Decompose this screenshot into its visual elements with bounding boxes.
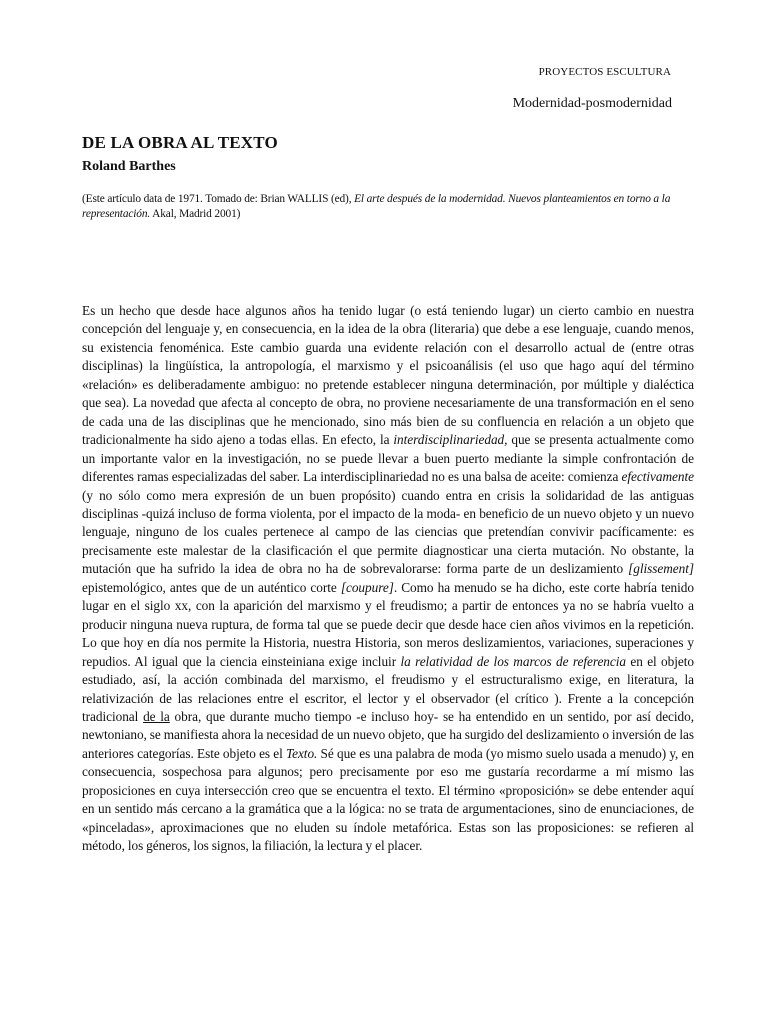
body-underline: de la bbox=[143, 708, 170, 724]
body-emphasis: interdisciplinariedad, bbox=[393, 432, 508, 448]
body-segment: Sé que es una palabra de moda (yo mismo suelo usada a menudo) y, en consecuencia, sospechosa para algunos; pero precisamente por eso me gustaría recordarme a mí mismo las proposiciones en cuya intersección creo que se encuentra el texto. El término «proposición» se debe entender aquí en un sentido más cercano a la gramática que a la lógica: no se trata de argumentaciones, sino de enunciaciones, de «pinceladas», aproximaciones que no eluden su índole metafórica. Estas son las proposiciones: se refieren al método, los géneros, los signos, la filiación, la lectura y el placer. bbox=[82, 745, 694, 854]
body-paragraph bbox=[82, 302, 694, 856]
body-segment: en el objeto estudiado, así, la acción combinada del marxismo, el freudismo y el estructuralismo exige, en literatura, la relativización de las relaciones entre el escritor, el lector y el observador (el crítico ). Frente a la concepción tradicional bbox=[82, 653, 694, 724]
source-note bbox=[82, 192, 694, 222]
body-emphasis: la relatividad de los marcos de referencia bbox=[400, 653, 626, 669]
body-emphasis: efectivamente bbox=[621, 469, 694, 485]
body-segment: obra, que durante mucho tiempo -e incluso hoy- se ha entendido en un sentido, por así decido, newtoniano, se manifiesta ahora la necesidad de un nuevo objeto, que ha surgido del deslizamiento o inversión de las anteriores categorías. Este objeto es el bbox=[82, 708, 695, 761]
source-book-title: El arte después de la modernidad. Nuevos planteamientos en torno a la representación. bbox=[82, 193, 671, 220]
body-segment: (y no sólo como mera expresión de un buen propósito) cuando entra en crisis la solidaridad de las antiguas disciplinas -quizá incluso de forma violenta, por el impacto de la moda- en beneficio de un nuevo objeto y un nuevo lenguaje, ninguno de los cuales pertenece al campo de las ciencias que pretendían convivir pacíficamente: es precisamente este malestar de la clasificación el que permite diagnosticar una cierta mutación. No obstante, la mutación que ha sufrido la idea de obra no ha de sobrevalorarse: forma parte de un deslizamiento bbox=[82, 487, 694, 577]
source-note-open: (Este artículo data de 1971. Tomado de: Brian WALLIS (ed), bbox=[82, 193, 355, 205]
body-emphasis: [glissement] bbox=[628, 561, 694, 577]
body-segment: Es un hecho que desde hace algunos años ha tenido lugar (o está teniendo lugar) un cierto cambio en nuestra concepción del lenguaje y, en consecuencia, en la idea de la obra (literaria) que debe a ese lenguaje, cuando menos, su existencia fenoménica. Este cambio guarda una evidente relación con el desarrollo actual de (entre otras disciplinas) la lingüística, la antropología, el marxismo y el psicoanálisis (el uso que hago aquí del término «relación» es deliberadamente ambiguo: no pretende establecer ninguna determinación, por múltiple y dialéctica que sea). La novedad que afecta al concepto de obra, no proviene necesariamente de una transformación en el seno de cada una de las disciplinas que he mencionado, sino más bien de su confluencia en relación a un objeto que tradicionalmente ha sido ajeno a todas ellas. En efecto, la bbox=[82, 303, 694, 448]
article-author: Roland Barthes bbox=[82, 159, 176, 174]
body-segment: . Como ha menudo se ha dicho, este corte habría tenido lugar en el siglo xx, con la aparición del marxismo y el freudismo; a partir de entonces ya no se habría vuelto a producir ninguna nueva ruptura, de forma tal que se puede decir que desde hace cien años vivimos en la repetición. Lo que hoy en día nos permite la Historia, nuestra Historia, son meros deslizamientos, variaciones, superaciones y repudios. Al igual que la ciencia einsteiniana exige incluir bbox=[82, 579, 695, 669]
body-emphasis: [coupure] bbox=[340, 579, 394, 595]
source-note-close: Akal, Madrid 2001) bbox=[150, 208, 241, 220]
body-segment: epistemológico, antes que de un auténtico corte bbox=[82, 579, 341, 595]
body-emphasis: Texto. bbox=[285, 745, 318, 761]
header-series: PROYECTOS ESCULTURA bbox=[538, 66, 671, 78]
header-topic: Modernidad-posmodernidad bbox=[512, 96, 672, 111]
body-segment: que se presenta actualmente como un importante valor en la investigación, no se puede llevar a buen puerto mediante la simple confrontación de diferentes ramas especializadas del saber. La interdisciplinariedad no es una balsa de aceite: comienza bbox=[82, 432, 694, 485]
article-title: DE LA OBRA AL TEXTO bbox=[82, 133, 278, 152]
